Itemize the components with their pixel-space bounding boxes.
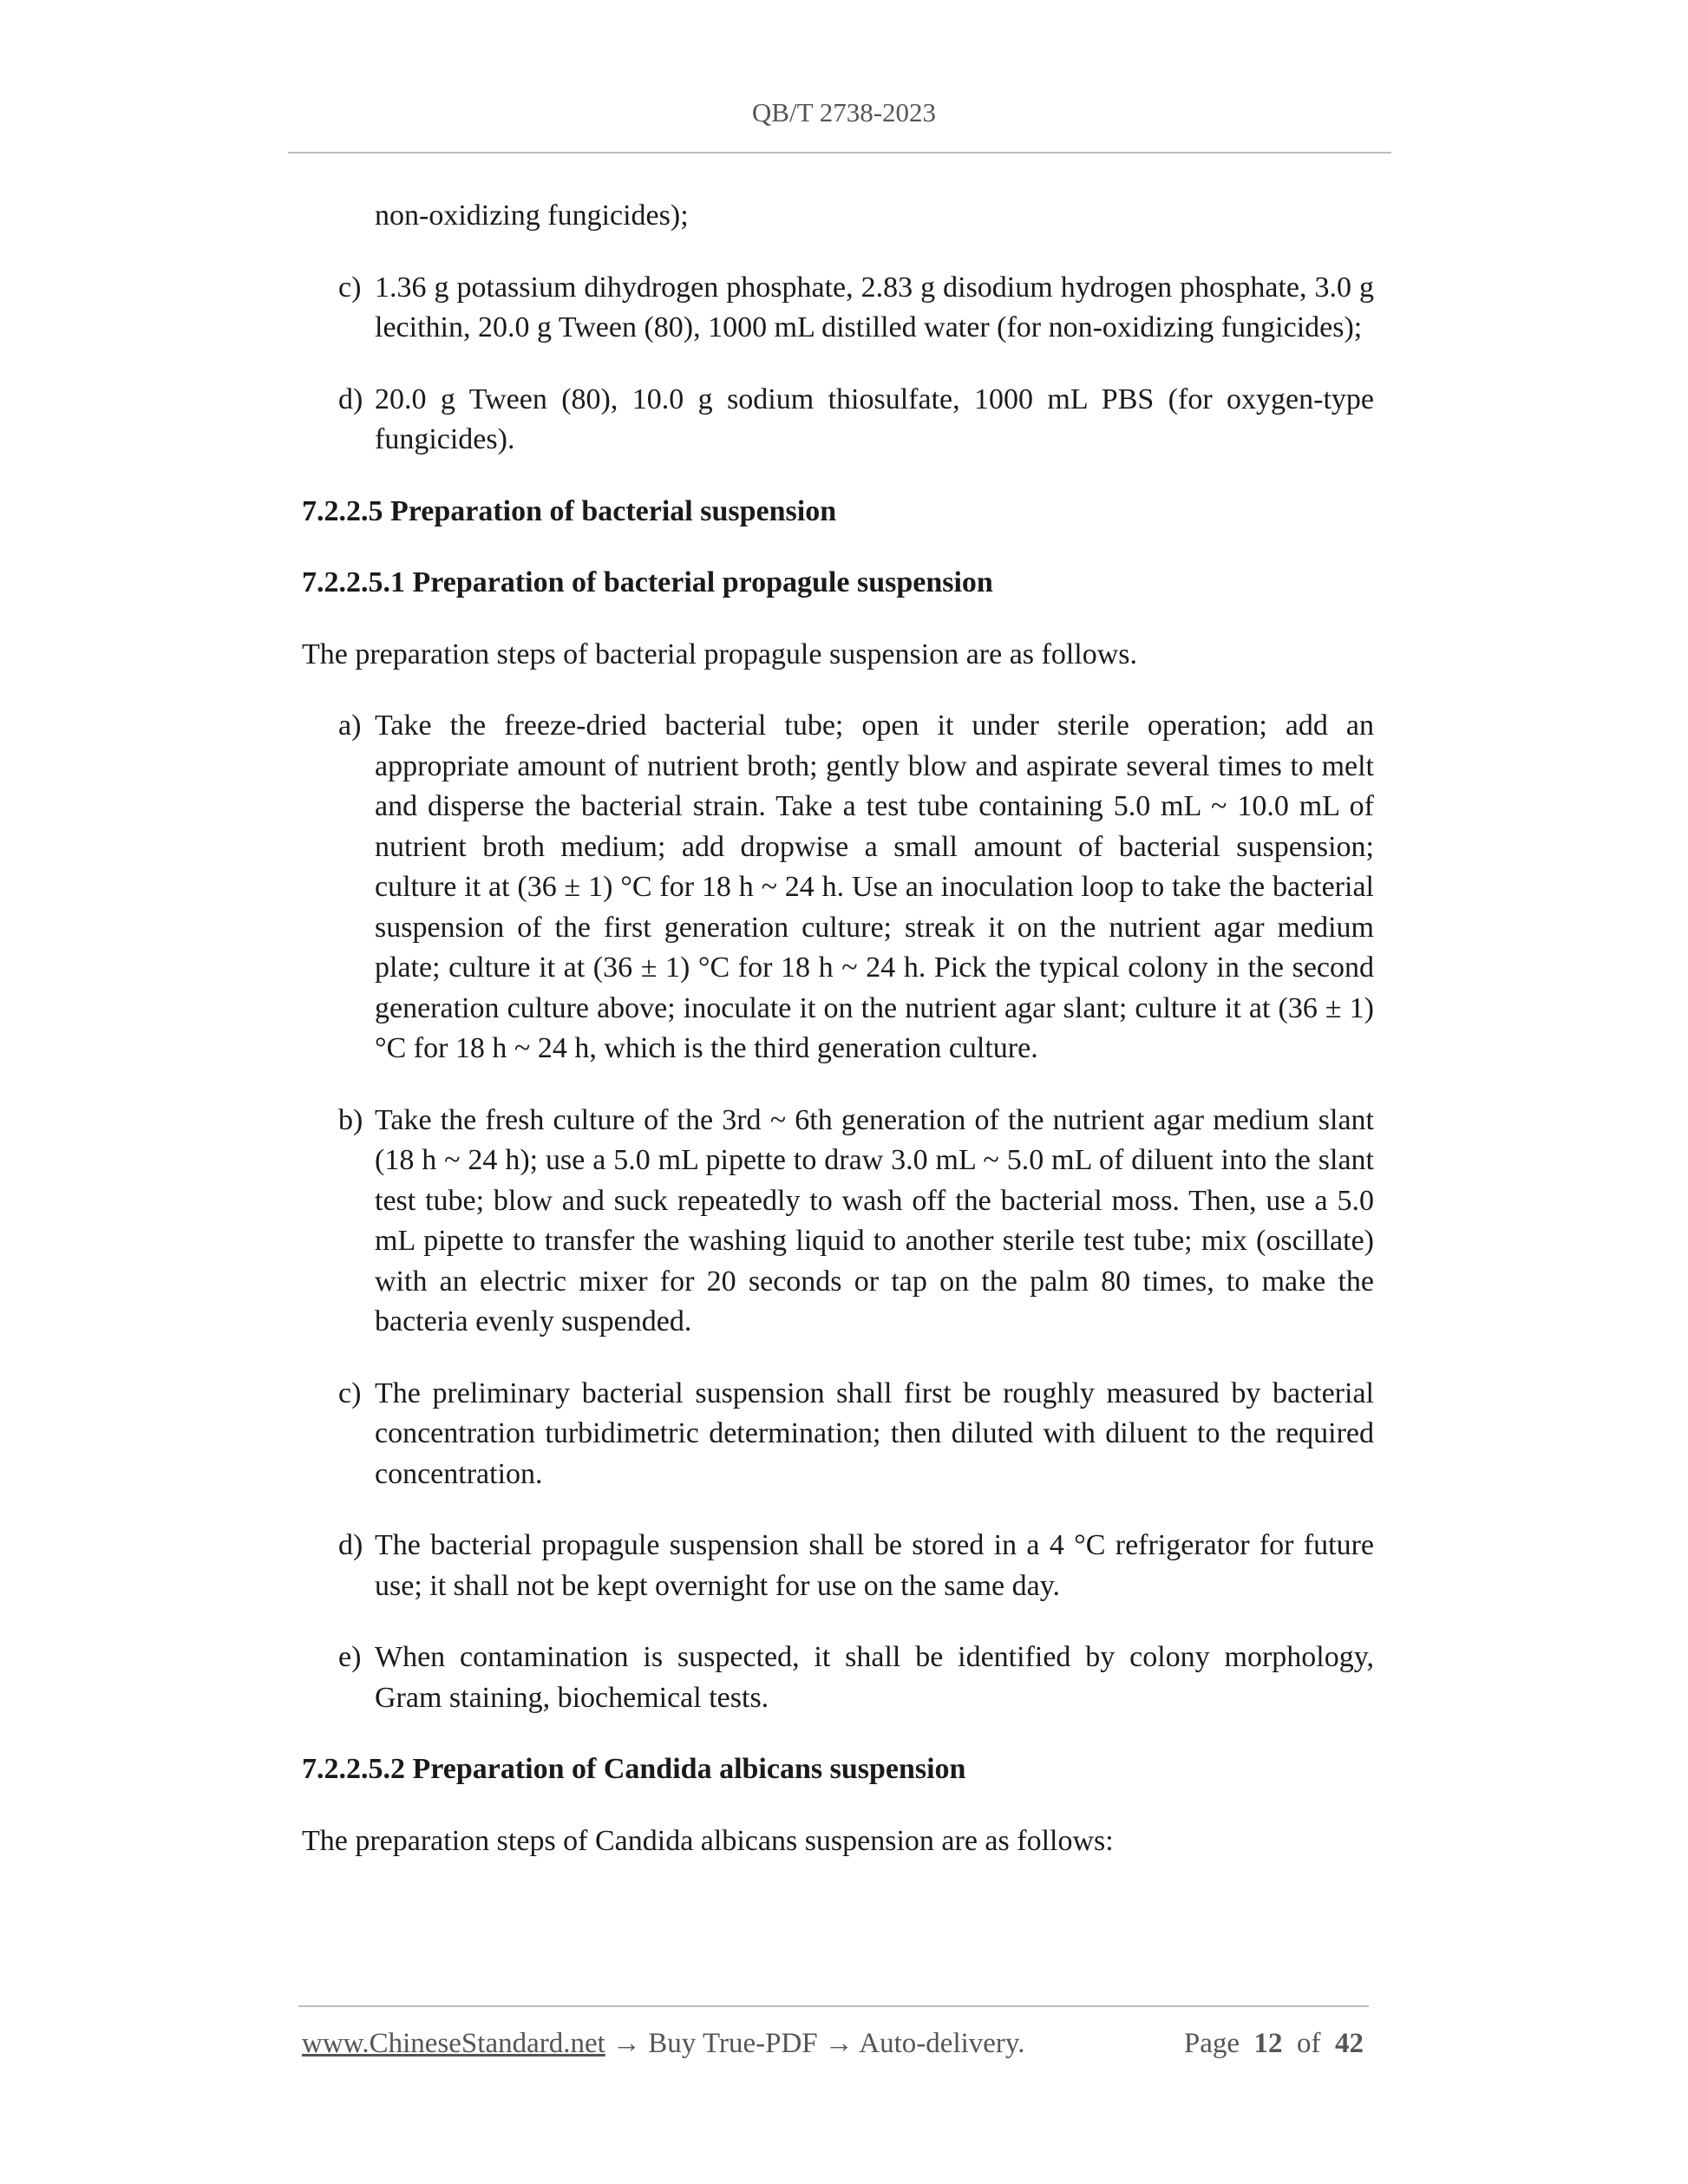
list-label: d) [338, 1529, 363, 1561]
page-number: 12 [1253, 2028, 1283, 2059]
footer-left [302, 2028, 1025, 2060]
footer-tagline: → Buy True-PDF → Auto-delivery. [612, 2028, 1025, 2059]
list-text: 20.0 g Tween (80), 10.0 g sodium thiosulfate, 1000 mL PBS (for oxygen-type fungicides). [375, 383, 1374, 455]
list-label: b) [338, 1103, 363, 1136]
list-text: Take the fresh culture of the 3rd ~ 6th generation of the nutrient agar medium slant (18 h ~ 24 h); use a 5.0 mL pipette to draw 3.0 mL ~ 5.0 mL of diluent into the slant test tube; blow and suck repeatedly to wash off the bacterial moss. Then, use a 5.0 mL pipette to transfer the washing liquid to another sterile test tube; mix (oscillate) with an electric mixer for 20 seconds or tap on the palm 80 times, to make the bacteria evenly suspended. [375, 1103, 1374, 1337]
header-divider [288, 152, 1391, 154]
step-item-c [302, 1374, 1374, 1495]
website-link[interactable]: www.ChineseStandard.net [302, 2028, 605, 2059]
list-label: c) [338, 271, 362, 304]
page-word: Page [1183, 2028, 1240, 2059]
document-id-header: QB/T 2738-2023 [751, 97, 937, 128]
list-item-c-top [302, 268, 1374, 349]
step-item-a [302, 706, 1374, 1069]
list-text: When contamination is suspected, it shall be identified by colony morphology, Gram staining, biochemical tests. [375, 1641, 1374, 1714]
intro-paragraph-candida: The preparation steps of Candida albicans suspension are as follows: [302, 1824, 1114, 1857]
section-heading-7-2-2-5: 7.2.2.5 Preparation of bacterial suspension [302, 494, 837, 527]
list-text: Take the freeze-dried bacterial tube; open it under sterile operation; add an appropriate amount of nutrient broth; gently blow and aspirate several times to melt and disperse the bacterial strain. Take a test tube containing 5.0 mL ~ 10.0 mL of nutrient broth medium; add dropwise a small amount of bacterial suspension; culture it at (36 ± 1) °C for 18 h ~ 24 h. Use an inoculation loop to take the bacterial suspension of the first generation culture; streak it on the nutrient agar medium plate; culture it at (36 ± 1) °C for 18 h ~ 24 h. Pick the typical colony in the second generation culture above; inoculate it on the nutrient agar slant; culture it at (36 ± 1) °C for 18 h ~ 24 h, which is the third generation culture. [375, 709, 1374, 1064]
of-word: of [1297, 2028, 1321, 2059]
step-item-b [302, 1101, 1374, 1343]
page-indicator [1184, 2028, 1364, 2060]
list-text: The bacterial propagule suspension shall be stored in a 4 °C refrigerator for future use; it shall not be kept overnight for use on the same day. [375, 1529, 1374, 1602]
section-heading-7-2-2-5-2: 7.2.2.5.2 Preparation of Candida albicans suspension [302, 1753, 966, 1785]
page-footer [302, 2028, 1364, 2060]
section-heading-7-2-2-5-1: 7.2.2.5.1 Preparation of bacterial propagule suspension [302, 566, 993, 598]
footer-divider [298, 2005, 1369, 2007]
list-label: c) [338, 1376, 362, 1409]
list-text: 1.36 g potassium dihydrogen phosphate, 2.83 g disodium hydrogen phosphate, 3.0 g lecithin, 20.0 g Tween (80), 1000 mL distilled water (for non-oxidizing fungicides); [375, 271, 1374, 343]
list-item-d-top [302, 380, 1374, 461]
page-total: 42 [1335, 2028, 1364, 2059]
step-item-e [302, 1638, 1374, 1718]
list-text: The preliminary bacterial suspension shall first be roughly measured by bacterial concentration turbidimetric determination; then diluted with diluent to the required concentration. [375, 1376, 1374, 1490]
list-label: d) [338, 383, 363, 415]
list-label: a) [338, 709, 362, 742]
list-label: e) [338, 1641, 362, 1673]
page-content [302, 196, 1374, 1893]
step-item-d [302, 1526, 1374, 1606]
intro-paragraph-bacterial: The preparation steps of bacterial propagule suspension are as follows. [302, 638, 1138, 670]
continued-text: non-oxidizing fungicides); [375, 199, 689, 232]
